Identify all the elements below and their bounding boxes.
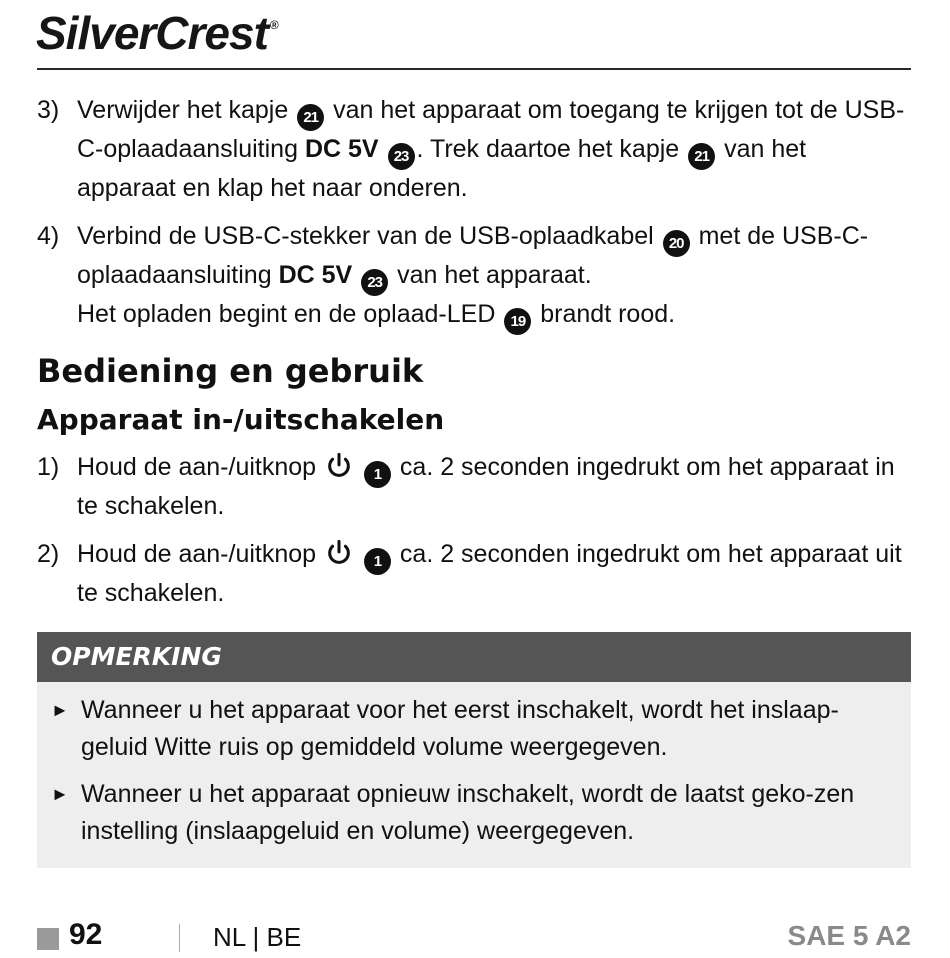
arrow-right-icon: ► — [51, 784, 69, 804]
section-title: Bediening en gebruik — [37, 352, 424, 390]
header-rule — [37, 68, 911, 70]
ref-number-icon: 21 — [688, 143, 715, 170]
power-icon — [325, 539, 353, 567]
page-footer — [37, 918, 911, 958]
brand-logo: SilverCrest ® — [36, 7, 278, 59]
model-number: SAE 5 A2 — [787, 920, 911, 951]
ref-number-icon: 1 — [364, 548, 391, 575]
step-3: 3) Verwijder het kapje 21 van het apparaat om toegang te krijgen tot de USB-C-oplaadaansluiting DC 5V 23 . Trek daartoe het kapje 21 van het apparaat en klap het naar onderen. — [37, 96, 905, 202]
note-box — [37, 632, 911, 868]
divider — [179, 924, 180, 952]
ref-number-icon: 19 — [504, 308, 531, 335]
arrow-right-icon: ► — [51, 700, 69, 720]
ref-number-icon: 20 — [663, 230, 690, 257]
subsection-title: Apparaat in-/uitschakelen — [37, 403, 445, 436]
note-title: OPMERKING — [37, 632, 911, 682]
page-marker-square — [37, 928, 59, 950]
note-bullet: ► Wanneer u het apparaat voor het eerst inschakelt, wordt het inslaap-geluid Witte ruis op gemiddeld volume weergegeven. — [51, 692, 895, 766]
step-2: 2) Houd de aan-/uitknop 1 ca. 2 seconden ingedrukt om het apparaat uit te schakelen. — [37, 540, 902, 607]
step-4: 4) Verbind de USB-C-stekker van de USB-oplaadkabel 20 met de USB-C-oplaadaansluiting DC 5V 23 van het apparaat. Het opladen begint en de oplaad-LED 19 brandt rood. — [37, 218, 911, 335]
ref-number-icon: 1 — [364, 461, 391, 488]
ref-number-icon: 23 — [388, 143, 415, 170]
note-bullet: ► Wanneer u het apparaat opnieuw inschakelt, wordt de laatst geko-zen instelling (inslaapgeluid en volume) weergegeven. — [51, 776, 895, 850]
power-icon — [325, 452, 353, 480]
ref-number-icon: 23 — [361, 269, 388, 296]
ref-number-icon: 21 — [297, 104, 324, 131]
page-number: 92 — [69, 918, 103, 951]
main-content — [37, 92, 911, 623]
language-label: NL | BE — [213, 922, 302, 952]
step-1: 1) Houd de aan-/uitknop 1 ca. 2 seconden ingedrukt om het apparaat in te schakelen. — [37, 453, 895, 520]
